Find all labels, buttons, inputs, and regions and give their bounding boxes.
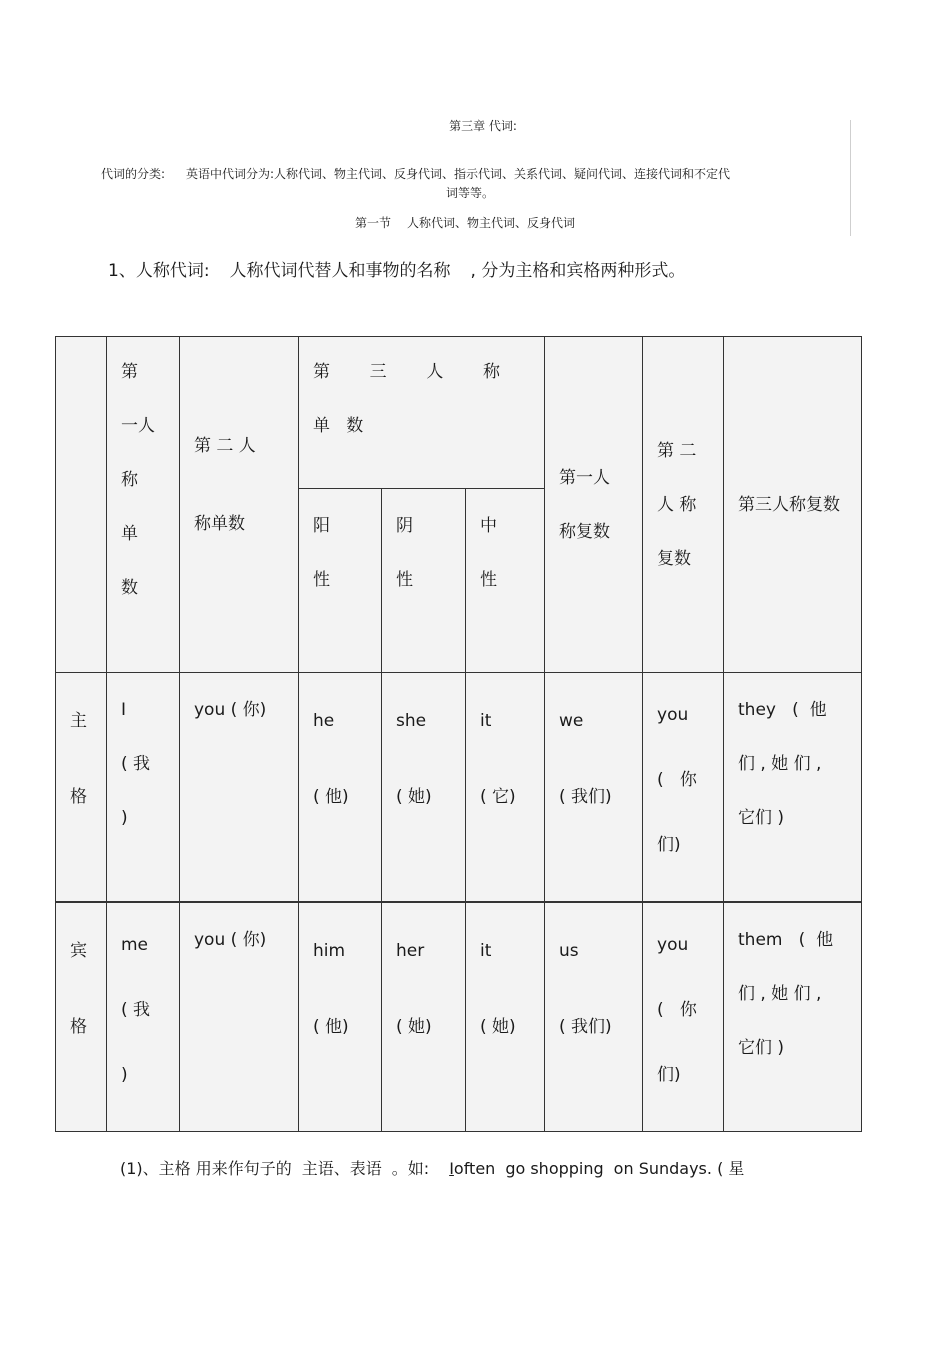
header-feminine: 阴 性: [382, 489, 466, 673]
cell-obj-neuter: it ( 她): [466, 902, 545, 1132]
header-second-plural: 第 二 人 称 复数: [643, 337, 724, 673]
cell-nom-masculine: he ( 他): [299, 673, 382, 902]
section-number: 第一节: [354, 216, 391, 230]
cell-obj-masculine: him ( 他): [299, 902, 382, 1132]
cell-obj-second-plural: you ( 你 们): [643, 902, 724, 1132]
example-on-sundays: on Sundays. ( 星: [613, 1159, 745, 1178]
header-third-singular: 第 三 人 称 单 数: [299, 337, 545, 489]
header-masculine: 阳 性: [299, 489, 382, 673]
personal-pronoun-table: [55, 336, 862, 1132]
cell-nom-second-plural: you ( 你 们): [643, 673, 724, 902]
classification-text-line2: 词等等。: [446, 186, 495, 200]
cell-obj-second-singular: you ( 你): [180, 902, 299, 1132]
cell-obj-third-plural: them ( 他 们 , 她 们 , 它们 ): [724, 902, 862, 1132]
example-go-shopping: go shopping: [505, 1159, 604, 1178]
header-neuter: 中 性: [466, 489, 545, 673]
header-first-plural: 第一人 称复数: [545, 337, 643, 673]
footer-subject-predicative: 主语、表语: [301, 1159, 382, 1178]
example-underlined-subject: I: [449, 1159, 454, 1178]
heading-text-2: , 分为主格和宾格两种形式。: [470, 261, 686, 281]
cell-nom-second-singular: you ( 你): [180, 673, 299, 902]
nominative-usage-line: [120, 1157, 744, 1181]
example-often: often: [453, 1159, 496, 1178]
header-second-singular: 第 二 人 称单数: [180, 337, 299, 673]
table-row-objective: [56, 902, 862, 1132]
cell-nom-third-plural: they ( 他 们 , 她 们 , 它们 ): [724, 673, 862, 902]
margin-rule: [850, 120, 851, 236]
section-title: 人称代词、物主代词、反身代词: [407, 216, 576, 230]
cell-obj-first-plural: us ( 我们): [545, 902, 643, 1132]
row-label-objective: 宾 格: [56, 902, 107, 1132]
cell-obj-feminine: her ( 她): [382, 902, 466, 1132]
classification-label: 代词的分类:: [101, 167, 166, 181]
personal-pronoun-heading: [108, 259, 685, 283]
cell-nom-neuter: it ( 它): [466, 673, 545, 902]
classification-text-line1: 英语中代词分为:人称代词、物主代词、反身代词、指示代词、关系代词、疑问代词、连接代词和不定代: [186, 167, 731, 181]
header-first-singular: 第 一人 称 单 数: [107, 337, 180, 673]
cell-nom-first-singular: I ( 我 ): [107, 673, 180, 902]
header-third-plural: 第三人称复数: [724, 337, 862, 673]
cell-nom-first-plural: we ( 我们): [545, 673, 643, 902]
heading-number: 1、人称代词:: [108, 261, 210, 281]
cell-nom-feminine: she ( 她): [382, 673, 466, 902]
header-corner-cell: [56, 337, 107, 673]
section-heading: [0, 215, 930, 231]
heading-text-1: 人称代词代替人和事物的名称: [229, 261, 451, 281]
table-row-nominative: [56, 673, 862, 902]
cell-obj-first-singular: me ( 我 ): [107, 902, 180, 1132]
footer-for-example: 。如:: [391, 1159, 430, 1178]
row-label-nominative: 主 格: [56, 673, 107, 902]
footer-prefix: (1)、主格 用来作句子的: [120, 1159, 292, 1178]
chapter-title: 第三章 代词:: [449, 119, 517, 133]
